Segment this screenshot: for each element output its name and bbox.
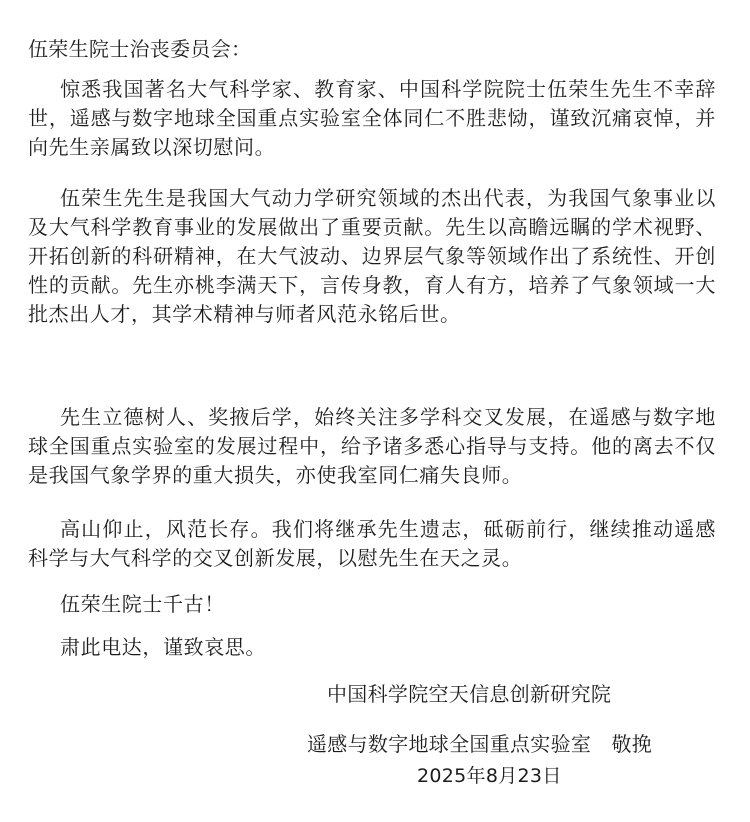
salutation: 伍荣生院士治丧委员会：	[28, 37, 252, 61]
paragraph-closing: 肃此电达，谨致哀思。	[60, 635, 266, 659]
signature-organization: 中国科学院空天信息创新研究院	[327, 682, 612, 706]
paragraph-farewell: 伍荣生院士千古！	[60, 592, 225, 616]
signature-laboratory: 遥感与数字地球全国重点实验室 敬挽	[307, 732, 653, 756]
condolence-letter	[25, 0, 725, 822]
paragraph-contributions: 伍荣生先生是我国大气动力学研究领域的杰出代表，为我国气象事业以及大气科学教育事业的发展做出了重要贡献。先生以高瞻远瞩的学术视野、开拓创新的科研精神，在大气波动、边界层气象等领域作出了系统性、开创性的贡献。先生亦桃李满天下，言传身教，育人有方，培养了气象领域一大批杰出人才，其学术精神与师者风范永铭后世。	[28, 186, 716, 326]
paragraph-condolence: 惊悉我国著名大气科学家、教育家、中国科学院院士伍荣生先生不幸辞世，遥感与数字地球全国重点实验室全体同仁不胜悲恸，谨致沉痛哀悼，并向先生亲属致以深切慰问。	[28, 77, 716, 159]
paragraph-mentorship: 先生立德树人、奖掖后学，始终关注多学科交叉发展，在遥感与数字地球全国重点实验室的发展过程中，给予诸多悉心指导与支持。他的离去不仅是我国气象学界的重大损失，亦使我室同仁痛失良师。	[28, 405, 716, 487]
signature-date: 2025年8月23日	[417, 765, 562, 787]
paragraph-legacy: 高山仰止，风范长存。我们将继承先生遗志，砥砺前行，继续推动遥感科学与大气科学的交叉创新发展，以慰先生在天之灵。	[28, 517, 716, 570]
